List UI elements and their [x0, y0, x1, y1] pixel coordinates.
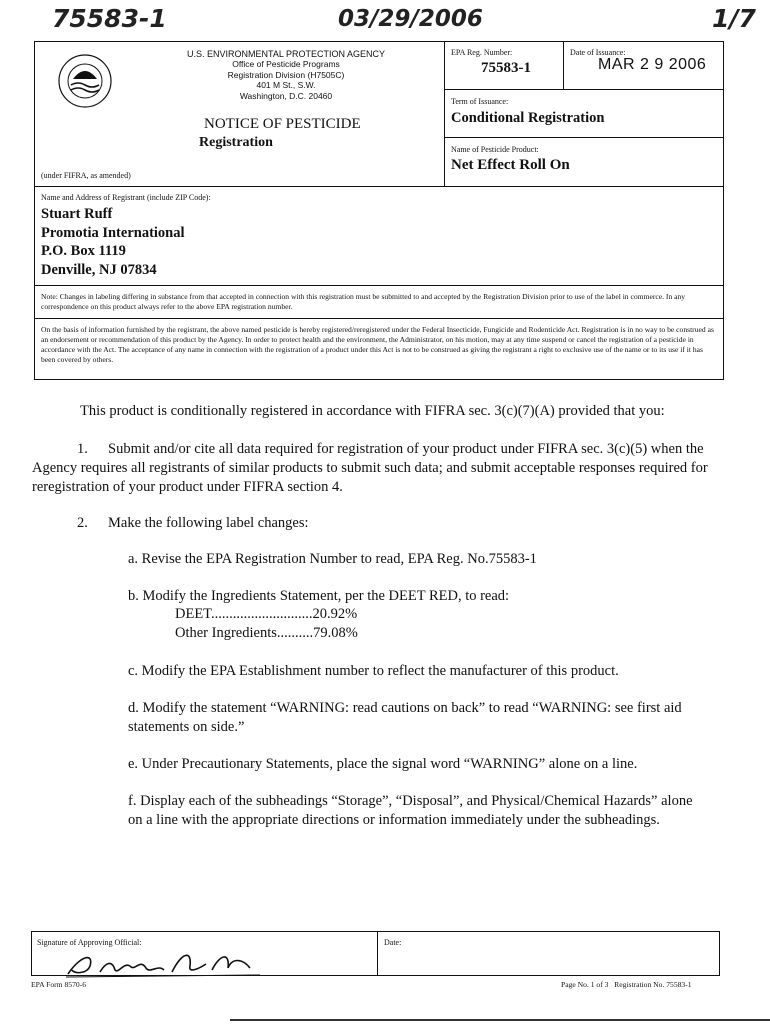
divider-horizontal — [34, 186, 724, 187]
divider-vertical — [377, 931, 378, 976]
page-registration-footer: Page No. 1 of 3 Registration No. 75583-1 — [561, 980, 692, 989]
registrant-city: Denville, NJ 07834 — [41, 261, 157, 278]
item-2a: a. Revise the EPA Registration Number to read, EPA Reg. No.75583-1 — [128, 551, 537, 567]
intro-paragraph: This product is conditionally registered in accordance with FIFRA sec. 3(c)(7)(A) provided that you: — [80, 403, 665, 419]
item-2-text: Make the following label changes: — [108, 515, 309, 531]
ingredient-other: Other Ingredients..........79.08% — [175, 625, 358, 641]
item-2b: b. Modify the Ingredients Statement, per the DEET RED, to read: — [128, 588, 510, 604]
date-label: Date: — [384, 938, 402, 947]
item-2e: e. Under Precautionary Statements, place the signal word “WARNING” alone on a line. — [128, 756, 638, 772]
item-2-number: 2. — [77, 515, 88, 531]
epa-reg-label: EPA Reg. Number: — [451, 48, 513, 57]
registration-basis-statement: On the basis of information furnished by the registrant, the above named pesticide is hereby registered/reregistered under the Federal Insecticide, Fungicide and Rodenticide Act. Registration is in no way to be construed as an endorsement or recommendation of this product by the Agency. In order to protect health and the environment, the Administrator, on his motion, may at any time suspend or cancel the registration of a pesticide in accordance with the Act. The acceptance of any name in connection with the registration of a product under this Act is not to be construed as giving the registrant a right to exclusive use of the name or to its use if it has been covered by others. — [41, 325, 714, 364]
epa-form-number: EPA Form 8570-6 — [31, 980, 86, 989]
divider-horizontal — [34, 285, 724, 286]
registrant-label: Name and Address of Registrant (include ZIP Code): — [41, 193, 211, 202]
approving-official-signature — [60, 944, 270, 980]
divider-horizontal — [34, 318, 724, 319]
product-value: Net Effect Roll On — [451, 157, 570, 173]
item-1-text: Submit and/or cite all data required for registration of your product under FIFRA sec. 3(c)(5) when the Agency requires all registrants of similar products to submit such data; and submit acceptable responses required for reregistration of your product under FIFRA section 4. — [32, 441, 708, 495]
item-2c: c. Modify the EPA Establishment number to reflect the manufacturer of this product. — [128, 663, 619, 679]
notice-subtitle: Registration — [199, 135, 273, 150]
agency-street: 401 M St., S.W. — [256, 80, 316, 91]
handwritten-reg-number: 75583-1 — [52, 4, 167, 33]
handwritten-date: 03/29/2006 — [338, 6, 483, 32]
item-2f: f. Display each of the subheadings “Storage”, “Disposal”, and Physical/Chemical Hazards” alone on a line with the appropriate directions or information immediately under the subheadings. — [128, 793, 693, 828]
registrant-name: Stuart Ruff — [41, 206, 113, 222]
notice-under-fifra: (under FIFRA, as amended) — [41, 171, 131, 180]
item-1-number: 1. — [77, 441, 88, 457]
term-value: Conditional Registration — [451, 110, 605, 126]
epa-seal-icon — [57, 53, 113, 109]
issuance-date-stamp: MAR 2 9 2006 — [598, 56, 707, 73]
divider-horizontal — [444, 89, 724, 90]
divider-horizontal — [444, 137, 724, 138]
labeling-note: Note: Changes in labeling differing in substance from that accepted in connection with this registration must be submitted to and accepted by the Registration Division prior to use of the label in commerce. In any correspondence on this product always refer to the above EPA registration number. — [41, 292, 686, 311]
registrant-address — [41, 205, 185, 279]
ingredient-deet: DEET............................20.92% — [175, 606, 358, 622]
notice-title: NOTICE OF PESTICIDE — [204, 116, 361, 132]
term-label: Term of Issuance: — [451, 97, 509, 106]
product-label: Name of Pesticide Product: — [451, 145, 539, 154]
scan-edge-line — [230, 1019, 770, 1021]
agency-name: U.S. ENVIRONMENTAL PROTECTION AGENCY — [186, 49, 386, 59]
agency-header — [160, 49, 412, 101]
agency-division: Registration Division (H7505C) — [227, 69, 345, 80]
issuance-date-label: Date of Issuance: — [570, 48, 626, 57]
agency-office: Office of Pesticide Programs — [232, 59, 340, 70]
registrant-company: Promotia International — [41, 224, 185, 241]
registrant-po-box: P.O. Box 1119 — [41, 243, 126, 259]
handwritten-page: 1/7 — [712, 4, 756, 33]
item-2d: d. Modify the statement “WARNING: read cautions on back” to read “WARNING: see first aid statements on side.” — [128, 700, 682, 735]
divider-vertical — [444, 41, 445, 186]
signature-label: Signature of Approving Official: — [37, 938, 142, 947]
agency-city: Washington, D.C. 20460 — [239, 90, 333, 101]
epa-reg-value: 75583-1 — [481, 60, 531, 76]
divider-vertical — [563, 41, 564, 89]
